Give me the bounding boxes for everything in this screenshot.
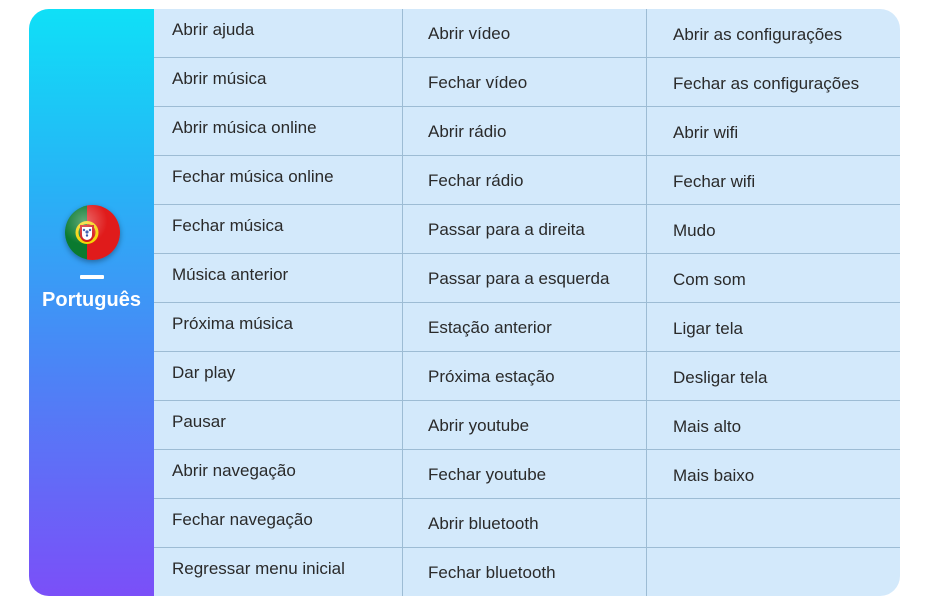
- command-cell: Abrir rádio: [403, 107, 646, 156]
- command-column-2: [403, 9, 647, 596]
- command-cell: Passar para a esquerda: [403, 254, 646, 303]
- command-cell: Abrir youtube: [403, 401, 646, 450]
- command-column-1: [154, 9, 403, 596]
- command-cell: Regressar menu inicial: [172, 559, 345, 578]
- command-cell: Mais alto: [647, 401, 900, 450]
- command-cell: Abrir vídeo: [403, 9, 646, 58]
- command-cell: Mudo: [647, 205, 900, 254]
- command-cell: Abrir bluetooth: [403, 499, 646, 548]
- command-cell: Próxima estação: [403, 352, 646, 401]
- command-table: [154, 9, 900, 596]
- divider-dash: [80, 275, 104, 279]
- language-label: Português: [42, 289, 141, 311]
- command-cell: Dar play: [154, 352, 402, 401]
- command-cell: Abrir as configurações: [647, 9, 900, 58]
- command-cell: Fechar música: [154, 205, 402, 254]
- command-cell: Mais baixo: [647, 450, 900, 499]
- command-cell: Fechar bluetooth: [428, 563, 556, 582]
- empty-cell: [647, 499, 900, 548]
- command-cell: Fechar música online: [154, 156, 402, 205]
- command-cell: Música anterior: [154, 254, 402, 303]
- command-cell: Fechar as configurações: [647, 58, 900, 107]
- empty-cell: [647, 548, 900, 596]
- command-cell: Fechar rádio: [403, 156, 646, 205]
- command-cell: Passar para a direita: [403, 205, 646, 254]
- command-cell: Com som: [647, 254, 900, 303]
- command-cell: Desligar tela: [647, 352, 900, 401]
- command-cell: Próxima música: [154, 303, 402, 352]
- command-cell: Fechar wifi: [647, 156, 900, 205]
- command-cell: Estação anterior: [403, 303, 646, 352]
- command-cell: Fechar vídeo: [403, 58, 646, 107]
- command-column-3: [647, 9, 900, 596]
- command-cell: Abrir música: [154, 58, 402, 107]
- voice-command-card: [29, 9, 900, 596]
- command-cell: Abrir wifi: [647, 107, 900, 156]
- command-cell: Fechar navegação: [154, 499, 402, 548]
- portugal-flag-icon: [65, 205, 120, 260]
- command-cell: Abrir navegação: [154, 450, 402, 499]
- language-sidebar: [29, 9, 154, 596]
- command-cell: Ligar tela: [647, 303, 900, 352]
- command-cell: Abrir música online: [154, 107, 402, 156]
- command-cell: Pausar: [154, 401, 402, 450]
- command-cell: Abrir ajuda: [154, 9, 402, 58]
- command-cell: Fechar youtube: [403, 450, 646, 499]
